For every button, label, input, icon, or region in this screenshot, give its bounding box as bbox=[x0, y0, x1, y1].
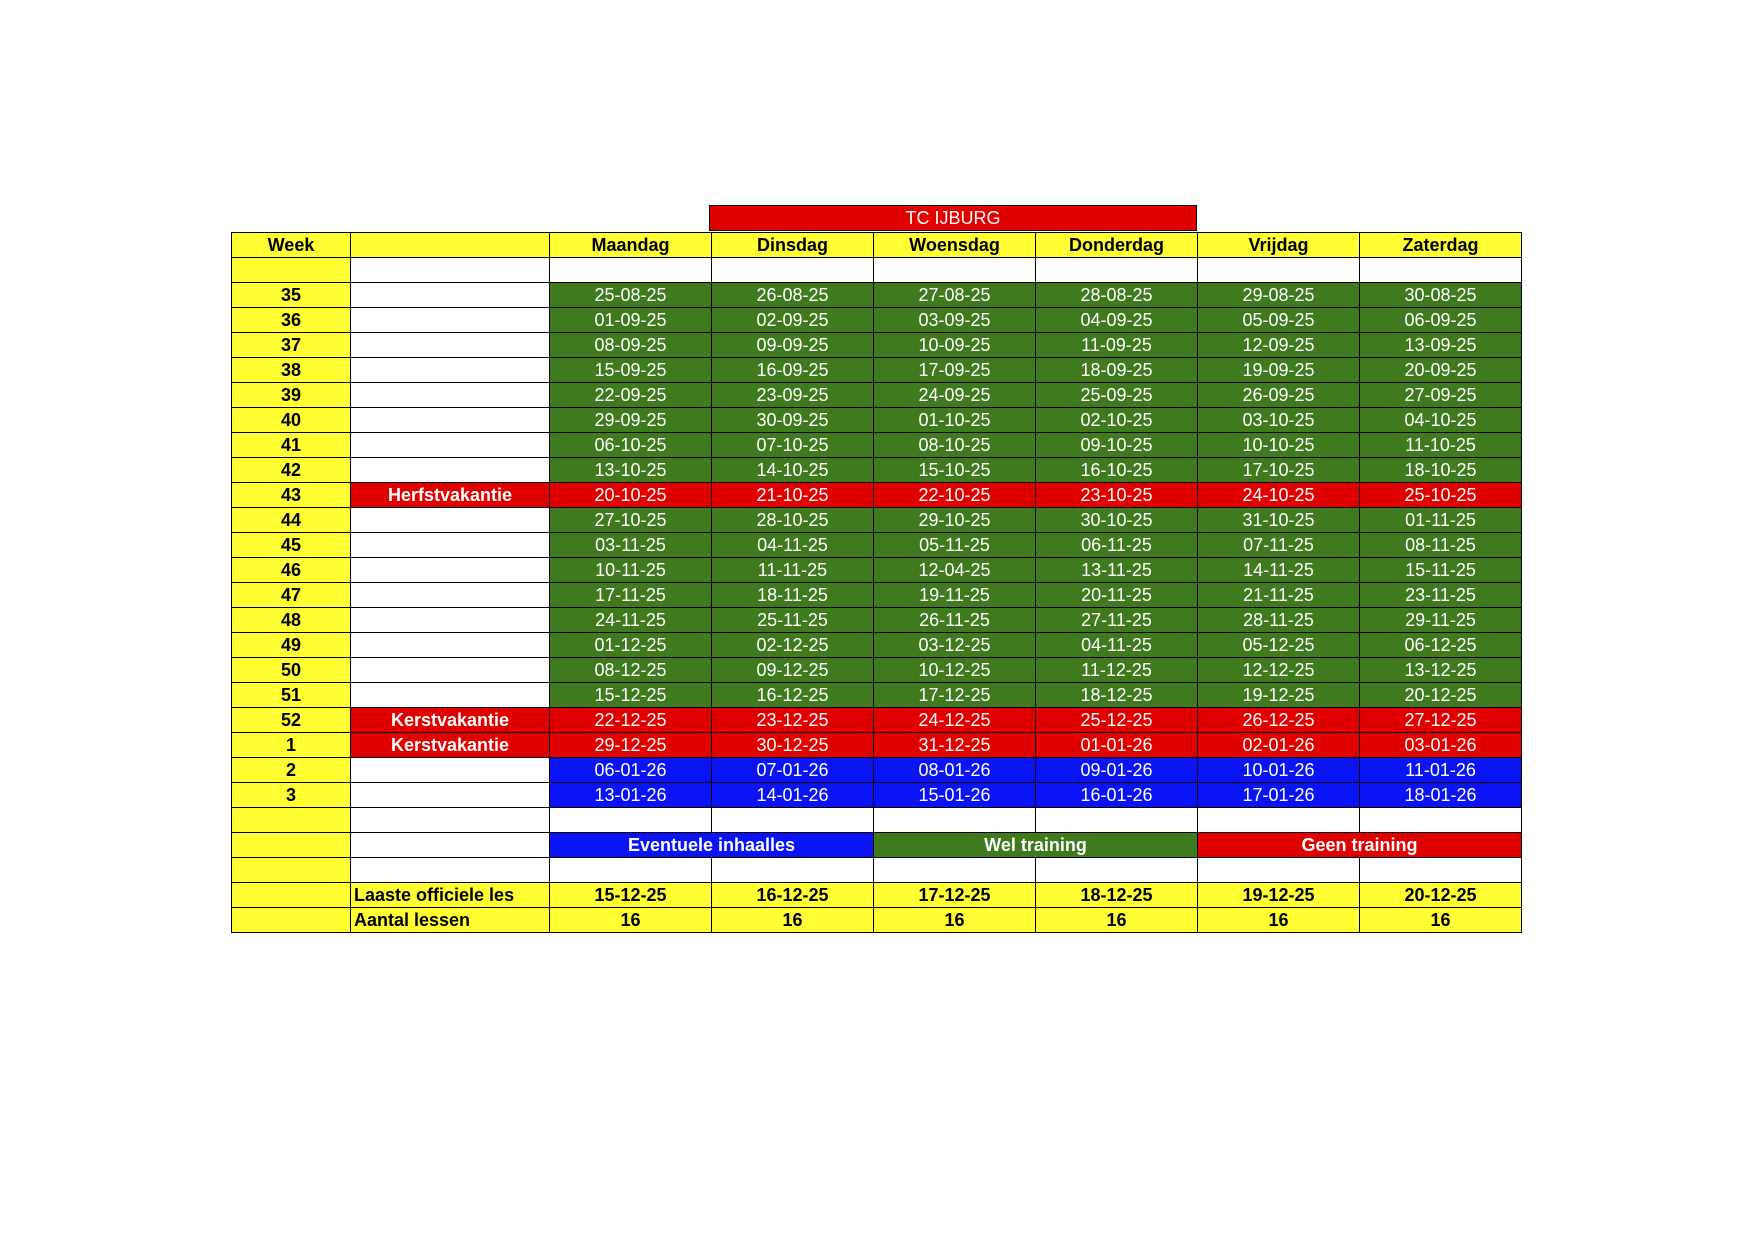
date-cell: 05-12-25 bbox=[1198, 633, 1360, 658]
note-cell bbox=[351, 808, 550, 833]
date-cell: 13-11-25 bbox=[1036, 558, 1198, 583]
week-row bbox=[232, 783, 1522, 808]
empty-cell bbox=[874, 808, 1036, 833]
date-cell: 02-10-25 bbox=[1036, 408, 1198, 433]
week-number: 44 bbox=[232, 508, 351, 533]
legend-row bbox=[232, 833, 1522, 858]
date-cell: 04-10-25 bbox=[1360, 408, 1522, 433]
week-number: 51 bbox=[232, 683, 351, 708]
date-cell: 16-12-25 bbox=[712, 683, 874, 708]
empty-cell bbox=[1036, 808, 1198, 833]
week-number: 50 bbox=[232, 658, 351, 683]
date-cell: 31-10-25 bbox=[1198, 508, 1360, 533]
week-row bbox=[232, 758, 1522, 783]
week-note bbox=[351, 358, 550, 383]
date-cell: 27-12-25 bbox=[1360, 708, 1522, 733]
lesson-count: 16 bbox=[874, 908, 1036, 933]
date-cell: 09-12-25 bbox=[712, 658, 874, 683]
week-note bbox=[351, 558, 550, 583]
date-cell: 12-09-25 bbox=[1198, 333, 1360, 358]
date-cell: 15-11-25 bbox=[1360, 558, 1522, 583]
date-cell: 07-11-25 bbox=[1198, 533, 1360, 558]
week-row bbox=[232, 608, 1522, 633]
week-note bbox=[351, 383, 550, 408]
date-cell: 10-12-25 bbox=[874, 658, 1036, 683]
date-cell: 28-08-25 bbox=[1036, 283, 1198, 308]
week-note bbox=[351, 583, 550, 608]
date-cell: 17-10-25 bbox=[1198, 458, 1360, 483]
day-header-maandag: Maandag bbox=[550, 233, 712, 258]
date-cell: 24-10-25 bbox=[1198, 483, 1360, 508]
week-row bbox=[232, 633, 1522, 658]
week-row bbox=[232, 458, 1522, 483]
lesson-count: 16 bbox=[1198, 908, 1360, 933]
date-cell: 25-08-25 bbox=[550, 283, 712, 308]
date-cell: 03-11-25 bbox=[550, 533, 712, 558]
week-row bbox=[232, 333, 1522, 358]
week-note bbox=[351, 408, 550, 433]
day-header-zaterdag: Zaterdag bbox=[1360, 233, 1522, 258]
date-cell: 20-12-25 bbox=[1360, 683, 1522, 708]
date-cell: 12-04-25 bbox=[874, 558, 1036, 583]
empty-cell bbox=[1198, 258, 1360, 283]
date-cell: 23-09-25 bbox=[712, 383, 874, 408]
note-header bbox=[351, 233, 550, 258]
date-cell: 18-01-26 bbox=[1360, 783, 1522, 808]
last-lesson-date: 19-12-25 bbox=[1198, 883, 1360, 908]
week-number: 2 bbox=[232, 758, 351, 783]
note-cell bbox=[351, 858, 550, 883]
date-cell: 20-10-25 bbox=[550, 483, 712, 508]
week-number: 49 bbox=[232, 633, 351, 658]
week-note bbox=[351, 433, 550, 458]
date-cell: 18-11-25 bbox=[712, 583, 874, 608]
week-note bbox=[351, 508, 550, 533]
date-cell: 08-11-25 bbox=[1360, 533, 1522, 558]
date-cell: 30-12-25 bbox=[712, 733, 874, 758]
date-cell: 15-10-25 bbox=[874, 458, 1036, 483]
last-lesson-date: 17-12-25 bbox=[874, 883, 1036, 908]
date-cell: 29-08-25 bbox=[1198, 283, 1360, 308]
week-note bbox=[351, 633, 550, 658]
week-row bbox=[232, 683, 1522, 708]
week-number: 3 bbox=[232, 783, 351, 808]
lesson-count: 16 bbox=[550, 908, 712, 933]
date-cell: 09-01-26 bbox=[1036, 758, 1198, 783]
date-cell: 08-12-25 bbox=[550, 658, 712, 683]
empty-cell bbox=[874, 258, 1036, 283]
week-number: 45 bbox=[232, 533, 351, 558]
date-cell: 11-10-25 bbox=[1360, 433, 1522, 458]
legend-training: Wel training bbox=[874, 833, 1198, 858]
date-cell: 19-12-25 bbox=[1198, 683, 1360, 708]
day-header-vrijdag: Vrijdag bbox=[1198, 233, 1360, 258]
date-cell: 25-12-25 bbox=[1036, 708, 1198, 733]
last-lesson-label: Laaste officiele les bbox=[351, 883, 550, 908]
week-number: 36 bbox=[232, 308, 351, 333]
date-cell: 22-12-25 bbox=[550, 708, 712, 733]
week-row bbox=[232, 733, 1522, 758]
week-note bbox=[351, 783, 550, 808]
last-lesson-date: 20-12-25 bbox=[1360, 883, 1522, 908]
date-cell: 23-12-25 bbox=[712, 708, 874, 733]
date-cell: 13-12-25 bbox=[1360, 658, 1522, 683]
week-note: Herfstvakantie bbox=[351, 483, 550, 508]
schedule-table bbox=[231, 232, 1522, 933]
lesson-count-label: Aantal lessen bbox=[351, 908, 550, 933]
date-cell: 27-10-25 bbox=[550, 508, 712, 533]
date-cell: 17-01-26 bbox=[1198, 783, 1360, 808]
week-number: 48 bbox=[232, 608, 351, 633]
week-note bbox=[351, 458, 550, 483]
date-cell: 03-01-26 bbox=[1360, 733, 1522, 758]
last-lesson-date: 15-12-25 bbox=[550, 883, 712, 908]
date-cell: 07-01-26 bbox=[712, 758, 874, 783]
week-number: 52 bbox=[232, 708, 351, 733]
date-cell: 13-09-25 bbox=[1360, 333, 1522, 358]
date-cell: 23-11-25 bbox=[1360, 583, 1522, 608]
week-header: Week bbox=[232, 233, 351, 258]
last-lesson-date: 16-12-25 bbox=[712, 883, 874, 908]
date-cell: 16-01-26 bbox=[1036, 783, 1198, 808]
last-lesson-date: 18-12-25 bbox=[1036, 883, 1198, 908]
date-cell: 05-09-25 bbox=[1198, 308, 1360, 333]
week-note bbox=[351, 608, 550, 633]
date-cell: 04-11-25 bbox=[712, 533, 874, 558]
week-row bbox=[232, 283, 1522, 308]
date-cell: 09-09-25 bbox=[712, 333, 874, 358]
date-cell: 17-11-25 bbox=[550, 583, 712, 608]
lesson-count: 16 bbox=[712, 908, 874, 933]
week-number: 35 bbox=[232, 283, 351, 308]
lesson-count: 16 bbox=[1360, 908, 1522, 933]
date-cell: 05-11-25 bbox=[874, 533, 1036, 558]
date-cell: 29-10-25 bbox=[874, 508, 1036, 533]
week-row bbox=[232, 508, 1522, 533]
date-cell: 11-01-26 bbox=[1360, 758, 1522, 783]
week-note: Kerstvakantie bbox=[351, 708, 550, 733]
date-cell: 27-11-25 bbox=[1036, 608, 1198, 633]
week-number: 42 bbox=[232, 458, 351, 483]
date-cell: 01-10-25 bbox=[874, 408, 1036, 433]
empty-cell bbox=[1036, 258, 1198, 283]
week-note bbox=[351, 658, 550, 683]
week-cell bbox=[232, 833, 351, 858]
date-cell: 16-09-25 bbox=[712, 358, 874, 383]
week-row bbox=[232, 358, 1522, 383]
week-row bbox=[232, 658, 1522, 683]
date-cell: 06-10-25 bbox=[550, 433, 712, 458]
spacer-row bbox=[232, 258, 1522, 283]
date-cell: 06-11-25 bbox=[1036, 533, 1198, 558]
empty-cell bbox=[874, 858, 1036, 883]
date-cell: 20-09-25 bbox=[1360, 358, 1522, 383]
lesson-count: 16 bbox=[1036, 908, 1198, 933]
date-cell: 14-11-25 bbox=[1198, 558, 1360, 583]
date-cell: 26-12-25 bbox=[1198, 708, 1360, 733]
date-cell: 08-09-25 bbox=[550, 333, 712, 358]
date-cell: 29-09-25 bbox=[550, 408, 712, 433]
date-cell: 25-09-25 bbox=[1036, 383, 1198, 408]
date-cell: 26-08-25 bbox=[712, 283, 874, 308]
date-cell: 06-12-25 bbox=[1360, 633, 1522, 658]
date-cell: 27-09-25 bbox=[1360, 383, 1522, 408]
date-cell: 27-08-25 bbox=[874, 283, 1036, 308]
week-note: Kerstvakantie bbox=[351, 733, 550, 758]
date-cell: 22-10-25 bbox=[874, 483, 1036, 508]
empty-cell bbox=[1198, 858, 1360, 883]
week-number: 39 bbox=[232, 383, 351, 408]
week-number: 37 bbox=[232, 333, 351, 358]
week-row bbox=[232, 708, 1522, 733]
week-cell bbox=[232, 858, 351, 883]
week-number: 47 bbox=[232, 583, 351, 608]
date-cell: 25-10-25 bbox=[1360, 483, 1522, 508]
date-cell: 11-11-25 bbox=[712, 558, 874, 583]
last-lesson-row bbox=[232, 883, 1522, 908]
week-row bbox=[232, 308, 1522, 333]
date-cell: 17-09-25 bbox=[874, 358, 1036, 383]
empty-cell bbox=[1198, 808, 1360, 833]
date-cell: 15-09-25 bbox=[550, 358, 712, 383]
week-cell bbox=[232, 258, 351, 283]
day-header-donderdag: Donderdag bbox=[1036, 233, 1198, 258]
spacer-row bbox=[232, 858, 1522, 883]
week-note bbox=[351, 533, 550, 558]
empty-cell bbox=[712, 858, 874, 883]
week-note bbox=[351, 683, 550, 708]
date-cell: 31-12-25 bbox=[874, 733, 1036, 758]
date-cell: 24-11-25 bbox=[550, 608, 712, 633]
date-cell: 10-09-25 bbox=[874, 333, 1036, 358]
date-cell: 17-12-25 bbox=[874, 683, 1036, 708]
date-cell: 04-11-25 bbox=[1036, 633, 1198, 658]
empty-cell bbox=[550, 808, 712, 833]
date-cell: 30-08-25 bbox=[1360, 283, 1522, 308]
date-cell: 29-12-25 bbox=[550, 733, 712, 758]
week-number: 38 bbox=[232, 358, 351, 383]
date-cell: 01-09-25 bbox=[550, 308, 712, 333]
note-cell bbox=[351, 258, 550, 283]
date-cell: 02-01-26 bbox=[1198, 733, 1360, 758]
date-cell: 08-10-25 bbox=[874, 433, 1036, 458]
date-cell: 11-12-25 bbox=[1036, 658, 1198, 683]
date-cell: 03-10-25 bbox=[1198, 408, 1360, 433]
week-number: 41 bbox=[232, 433, 351, 458]
spacer-row bbox=[232, 808, 1522, 833]
date-cell: 11-09-25 bbox=[1036, 333, 1198, 358]
date-cell: 26-11-25 bbox=[874, 608, 1036, 633]
day-header-woensdag: Woensdag bbox=[874, 233, 1036, 258]
date-cell: 25-11-25 bbox=[712, 608, 874, 633]
week-note bbox=[351, 283, 550, 308]
date-cell: 03-12-25 bbox=[874, 633, 1036, 658]
date-cell: 06-01-26 bbox=[550, 758, 712, 783]
date-cell: 10-01-26 bbox=[1198, 758, 1360, 783]
club-title: TC IJBURG bbox=[709, 205, 1197, 231]
week-row bbox=[232, 383, 1522, 408]
empty-cell bbox=[550, 258, 712, 283]
date-cell: 01-12-25 bbox=[550, 633, 712, 658]
empty-cell bbox=[712, 258, 874, 283]
date-cell: 06-09-25 bbox=[1360, 308, 1522, 333]
date-cell: 18-09-25 bbox=[1036, 358, 1198, 383]
week-row bbox=[232, 433, 1522, 458]
date-cell: 14-01-26 bbox=[712, 783, 874, 808]
date-cell: 26-09-25 bbox=[1198, 383, 1360, 408]
date-cell: 13-01-26 bbox=[550, 783, 712, 808]
date-cell: 14-10-25 bbox=[712, 458, 874, 483]
date-cell: 01-11-25 bbox=[1360, 508, 1522, 533]
date-cell: 13-10-25 bbox=[550, 458, 712, 483]
week-number: 46 bbox=[232, 558, 351, 583]
date-cell: 30-10-25 bbox=[1036, 508, 1198, 533]
header-row bbox=[232, 233, 1522, 258]
date-cell: 16-10-25 bbox=[1036, 458, 1198, 483]
empty-cell bbox=[1360, 858, 1522, 883]
empty-cell bbox=[1360, 258, 1522, 283]
date-cell: 15-01-26 bbox=[874, 783, 1036, 808]
date-cell: 01-01-26 bbox=[1036, 733, 1198, 758]
date-cell: 28-10-25 bbox=[712, 508, 874, 533]
week-row bbox=[232, 483, 1522, 508]
date-cell: 22-09-25 bbox=[550, 383, 712, 408]
date-cell: 09-10-25 bbox=[1036, 433, 1198, 458]
date-cell: 21-10-25 bbox=[712, 483, 874, 508]
date-cell: 08-01-26 bbox=[874, 758, 1036, 783]
week-number: 43 bbox=[232, 483, 351, 508]
date-cell: 02-09-25 bbox=[712, 308, 874, 333]
date-cell: 23-10-25 bbox=[1036, 483, 1198, 508]
empty-cell bbox=[550, 858, 712, 883]
legend-no-training: Geen training bbox=[1198, 833, 1522, 858]
week-number: 40 bbox=[232, 408, 351, 433]
date-cell: 10-11-25 bbox=[550, 558, 712, 583]
empty-cell bbox=[712, 808, 874, 833]
date-cell: 21-11-25 bbox=[1198, 583, 1360, 608]
week-row bbox=[232, 408, 1522, 433]
date-cell: 12-12-25 bbox=[1198, 658, 1360, 683]
legend-makeup: Eventuele inhaalles bbox=[550, 833, 874, 858]
week-row bbox=[232, 583, 1522, 608]
week-number: 1 bbox=[232, 733, 351, 758]
date-cell: 24-09-25 bbox=[874, 383, 1036, 408]
date-cell: 04-09-25 bbox=[1036, 308, 1198, 333]
day-header-dinsdag: Dinsdag bbox=[712, 233, 874, 258]
date-cell: 19-11-25 bbox=[874, 583, 1036, 608]
week-row bbox=[232, 533, 1522, 558]
week-cell bbox=[232, 883, 351, 908]
date-cell: 18-12-25 bbox=[1036, 683, 1198, 708]
week-cell bbox=[232, 908, 351, 933]
date-cell: 02-12-25 bbox=[712, 633, 874, 658]
date-cell: 19-09-25 bbox=[1198, 358, 1360, 383]
week-row bbox=[232, 558, 1522, 583]
empty-cell bbox=[1360, 808, 1522, 833]
week-note bbox=[351, 758, 550, 783]
date-cell: 03-09-25 bbox=[874, 308, 1036, 333]
date-cell: 15-12-25 bbox=[550, 683, 712, 708]
date-cell: 07-10-25 bbox=[712, 433, 874, 458]
empty-cell bbox=[1036, 858, 1198, 883]
note-cell bbox=[351, 833, 550, 858]
lesson-count-row bbox=[232, 908, 1522, 933]
date-cell: 10-10-25 bbox=[1198, 433, 1360, 458]
week-cell bbox=[232, 808, 351, 833]
week-note bbox=[351, 333, 550, 358]
date-cell: 28-11-25 bbox=[1198, 608, 1360, 633]
date-cell: 20-11-25 bbox=[1036, 583, 1198, 608]
date-cell: 24-12-25 bbox=[874, 708, 1036, 733]
week-note bbox=[351, 308, 550, 333]
date-cell: 29-11-25 bbox=[1360, 608, 1522, 633]
date-cell: 30-09-25 bbox=[712, 408, 874, 433]
date-cell: 18-10-25 bbox=[1360, 458, 1522, 483]
